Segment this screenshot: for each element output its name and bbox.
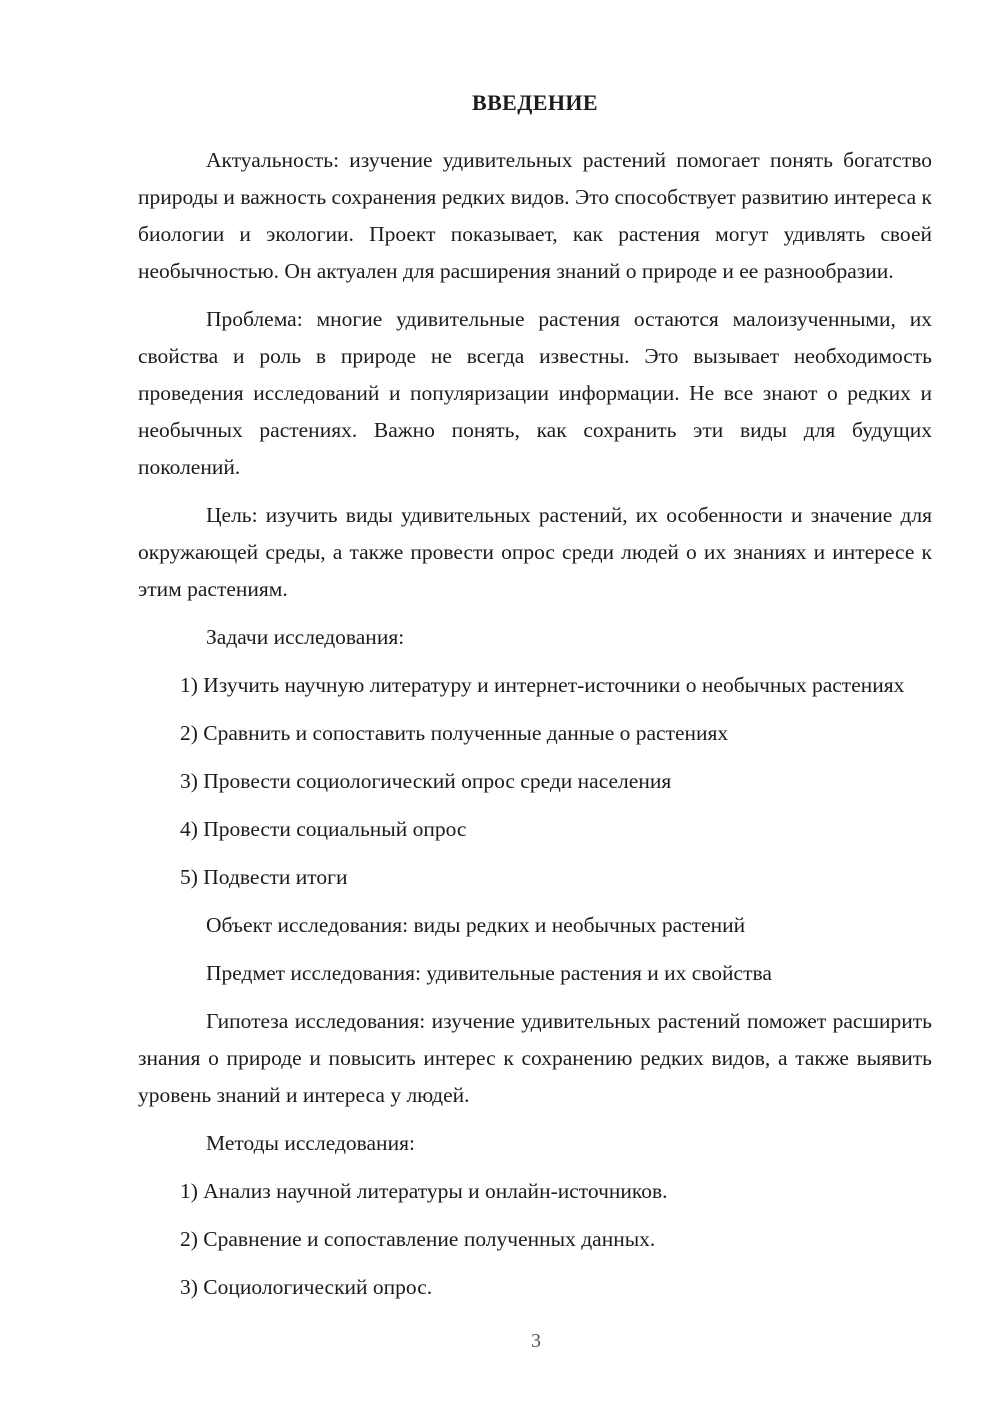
problem-paragraph: Проблема: многие удивительные растения остаются малоизученными, их свойства и роль в природе не всегда известны. Это вызывает необходимость проведения исследований и популяризации информации. Не все знают о редких и необычных растениях. Важно понять, как сохранить эти виды для будущих поколений.	[138, 307, 932, 480]
object-of-research-line: Объект исследования: виды редких и необычных растений	[206, 912, 746, 937]
relevance-paragraph: Актуальность: изучение удивительных растений помогает понять богатство природы и важность сохранения редких видов. Это способствует развитию интереса к биологии и экологии. Проект показывает, как растения могут удивлять своей необычностью. Он актуален для расширения знаний о природе и ее разнообразии.	[138, 148, 932, 284]
task-item-3: 3) Провести социологический опрос среди населения	[180, 768, 672, 793]
task-item-1: 1) Изучить научную литературу и интернет-источники о необычных растениях	[180, 672, 905, 697]
goal-paragraph: Цель: изучить виды удивительных растений, их особенности и значение для окружающей среды, а также провести опрос среди людей о их знаниях и интересе к этим растениям.	[138, 503, 932, 602]
method-item-1: 1) Анализ научной литературы и онлайн-источников.	[180, 1178, 668, 1203]
hypothesis-paragraph: Гипотеза исследования: изучение удивительных растений поможет расширить знания о природе и повысить интерес к сохранению редких видов, а также выявить уровень знаний и интереса у людей.	[138, 1008, 932, 1107]
page-title: ВВЕДЕНИЕ	[472, 90, 598, 115]
task-item-5: 5) Подвести итоги	[180, 864, 348, 889]
subject-of-research-line: Предмет исследования: удивительные растения и их свойства	[206, 960, 772, 985]
tasks-heading: Задачи исследования:	[206, 625, 405, 650]
method-item-2: 2) Сравнение и сопоставление полученных данных.	[180, 1226, 656, 1251]
page-content	[138, 90, 932, 1317]
task-item-2: 2) Сравнить и сопоставить полученные данные о растениях	[180, 720, 729, 745]
task-item-4: 4) Провести социальный опрос	[180, 816, 467, 841]
methods-heading: Методы исследования:	[206, 1130, 415, 1155]
page-footer	[0, 1330, 1000, 1353]
page-number: 3	[531, 1330, 541, 1352]
method-item-3: 3) Социологический опрос.	[180, 1274, 433, 1299]
